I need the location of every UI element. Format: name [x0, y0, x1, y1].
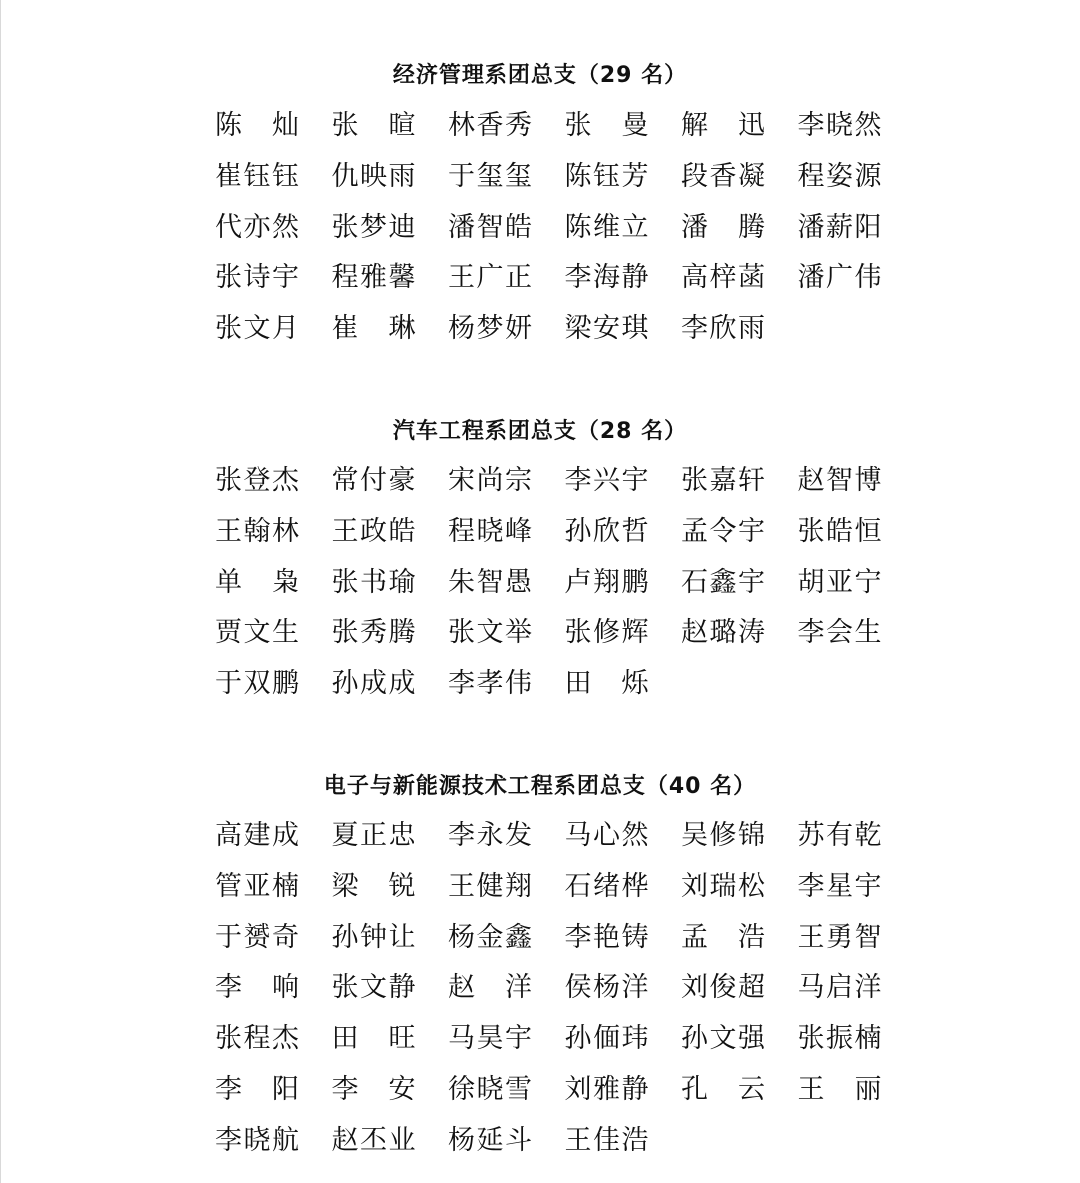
- member-name: 李 孝 伟: [448, 668, 532, 700]
- member-name: 梁 安 琪: [564, 313, 649, 345]
- member-name: 陈 灿: [215, 110, 299, 141]
- member-name: 潘 广 伟: [797, 262, 882, 294]
- member-name: 李 艳 铸: [564, 921, 649, 953]
- name-list-economics: [215, 101, 915, 355]
- member-name: 梁 锐: [331, 870, 416, 902]
- member-name: 张 文 静: [331, 972, 416, 1004]
- member-name: 陈 维 立: [564, 211, 649, 243]
- member-name: 高 梓 菡: [681, 262, 765, 294]
- member-name: 杨 金 鑫: [448, 921, 532, 953]
- member-name: 李 会 生: [797, 617, 882, 649]
- member-name: 高 建 成: [215, 820, 299, 851]
- member-name: 程 雅 馨: [331, 262, 416, 294]
- member-name: 张 曼: [564, 110, 649, 141]
- member-name: 张 登 杰: [215, 465, 299, 496]
- member-name: 孙 成 成: [331, 668, 416, 700]
- member-name: 张 书 瑜: [331, 566, 416, 598]
- member-name: 胡 亚 宁: [797, 566, 882, 598]
- member-name: 朱 智 愚: [448, 566, 532, 598]
- member-name: 李 响: [215, 972, 299, 1004]
- member-name: 张 振 楠: [797, 1023, 882, 1055]
- member-name: 崔 琳: [331, 313, 416, 345]
- member-name: 孟 令 宇: [681, 515, 765, 547]
- member-name: 单 枭: [215, 566, 299, 598]
- member-name: 于 双 鹏: [215, 668, 299, 700]
- member-name: 田 烁: [564, 668, 649, 700]
- member-name: 李 永 发: [448, 820, 532, 851]
- member-name: 常 付 豪: [331, 465, 416, 496]
- member-name: 潘 腾: [681, 211, 765, 243]
- member-name: 吴 修 锦: [681, 820, 765, 851]
- member-name: 段 香 凝: [681, 160, 765, 192]
- member-name: 马 心 然: [564, 820, 649, 851]
- section-title-electronics: 电子与新能源技术工程系团总支（40 名）: [323, 774, 757, 799]
- member-name: 张 嘉 轩: [681, 465, 765, 496]
- member-name: 石 鑫 宇: [681, 566, 765, 598]
- member-name: 李 晓 然: [797, 110, 882, 141]
- member-name: 张 诗 宇: [215, 262, 299, 294]
- member-name: 王 勇 智: [797, 921, 882, 953]
- member-name: 赵 丕 业: [331, 1124, 416, 1156]
- member-name: 王 佳 浩: [564, 1124, 649, 1156]
- member-name: 徐 晓 雪: [448, 1073, 532, 1105]
- section-title-automotive: 汽车工程系团总支（28 名）: [392, 419, 688, 444]
- member-name: 张 文 月: [215, 313, 299, 345]
- member-name: 潘 薪 阳: [797, 211, 882, 243]
- member-name: 林 香 秀: [448, 110, 532, 141]
- member-name: 宋 尚 宗: [448, 465, 532, 496]
- member-name: 于 赟 奇: [215, 921, 299, 953]
- member-name: 张 秀 腾: [331, 617, 416, 649]
- member-name: 李 星 宇: [797, 870, 882, 902]
- member-name: 代 亦 然: [215, 211, 299, 243]
- member-name: 张 文 举: [448, 617, 532, 649]
- member-name: 田 旺: [331, 1023, 416, 1055]
- member-name: 杨 延 斗: [448, 1124, 532, 1156]
- member-name: 石 绪 桦: [564, 870, 649, 902]
- member-name: 潘 智 皓: [448, 211, 532, 243]
- member-name: 刘 瑞 松: [681, 870, 765, 902]
- member-name: 刘 俊 超: [681, 972, 765, 1004]
- member-name: 王 政 皓: [331, 515, 416, 547]
- member-name: 管 亚 楠: [215, 870, 299, 902]
- member-name: 于 玺 玺: [448, 160, 532, 192]
- member-name: 李 兴 宇: [564, 465, 649, 496]
- name-list-electronics: [215, 811, 915, 1167]
- member-name: 李 海 静: [564, 262, 649, 294]
- member-name: 李 阳: [215, 1073, 299, 1105]
- member-name: 夏 正 忠: [331, 820, 416, 851]
- member-name: 陈 钰 芳: [564, 160, 649, 192]
- member-name: 刘 雅 静: [564, 1073, 649, 1105]
- member-name: 王 丽: [797, 1073, 882, 1105]
- member-name: 贾 文 生: [215, 617, 299, 649]
- member-name: 崔 钰 钰: [215, 160, 299, 192]
- member-name: 孔 云: [681, 1073, 765, 1105]
- member-name: 李 安: [331, 1073, 416, 1105]
- member-name: 解 迅: [681, 110, 765, 141]
- member-name: 赵 璐 涛: [681, 617, 765, 649]
- member-name: 马 昊 宇: [448, 1023, 532, 1055]
- member-name: 苏 有 乾: [797, 820, 882, 851]
- member-name: 张 梦 迪: [331, 211, 416, 243]
- member-name: 张 修 辉: [564, 617, 649, 649]
- name-list-automotive: [215, 456, 915, 710]
- member-name: 李 欣 雨: [681, 313, 765, 345]
- member-name: 张 程 杰: [215, 1023, 299, 1055]
- member-name: 马 启 洋: [797, 972, 882, 1004]
- member-name: 孙 偭 玮: [564, 1023, 649, 1055]
- member-name: 卢 翔 鹏: [564, 566, 649, 598]
- member-name: 孙 文 强: [681, 1023, 765, 1055]
- member-name: 程 晓 峰: [448, 515, 532, 547]
- page-edge: [0, 0, 1, 1183]
- member-name: 侯 杨 洋: [564, 972, 649, 1004]
- member-name: 王 翰 林: [215, 515, 299, 547]
- member-name: 张 皓 恒: [797, 515, 882, 547]
- member-name: 孙 钟 让: [331, 921, 416, 953]
- member-name: 孙 欣 哲: [564, 515, 649, 547]
- member-name: 程 姿 源: [797, 160, 882, 192]
- member-name: 孟 浩: [681, 921, 765, 953]
- member-name: 李 晓 航: [215, 1124, 299, 1156]
- member-name: 王 广 正: [448, 262, 532, 294]
- section-title-economics: 经济管理系团总支（29 名）: [392, 63, 688, 88]
- member-name: 杨 梦 妍: [448, 313, 532, 345]
- member-name: 王 健 翔: [448, 870, 532, 902]
- member-name: 赵 洋: [448, 972, 532, 1004]
- member-name: 赵 智 博: [797, 465, 882, 496]
- member-name: 仇 映 雨: [331, 160, 416, 192]
- member-name: 张 暄: [331, 110, 416, 141]
